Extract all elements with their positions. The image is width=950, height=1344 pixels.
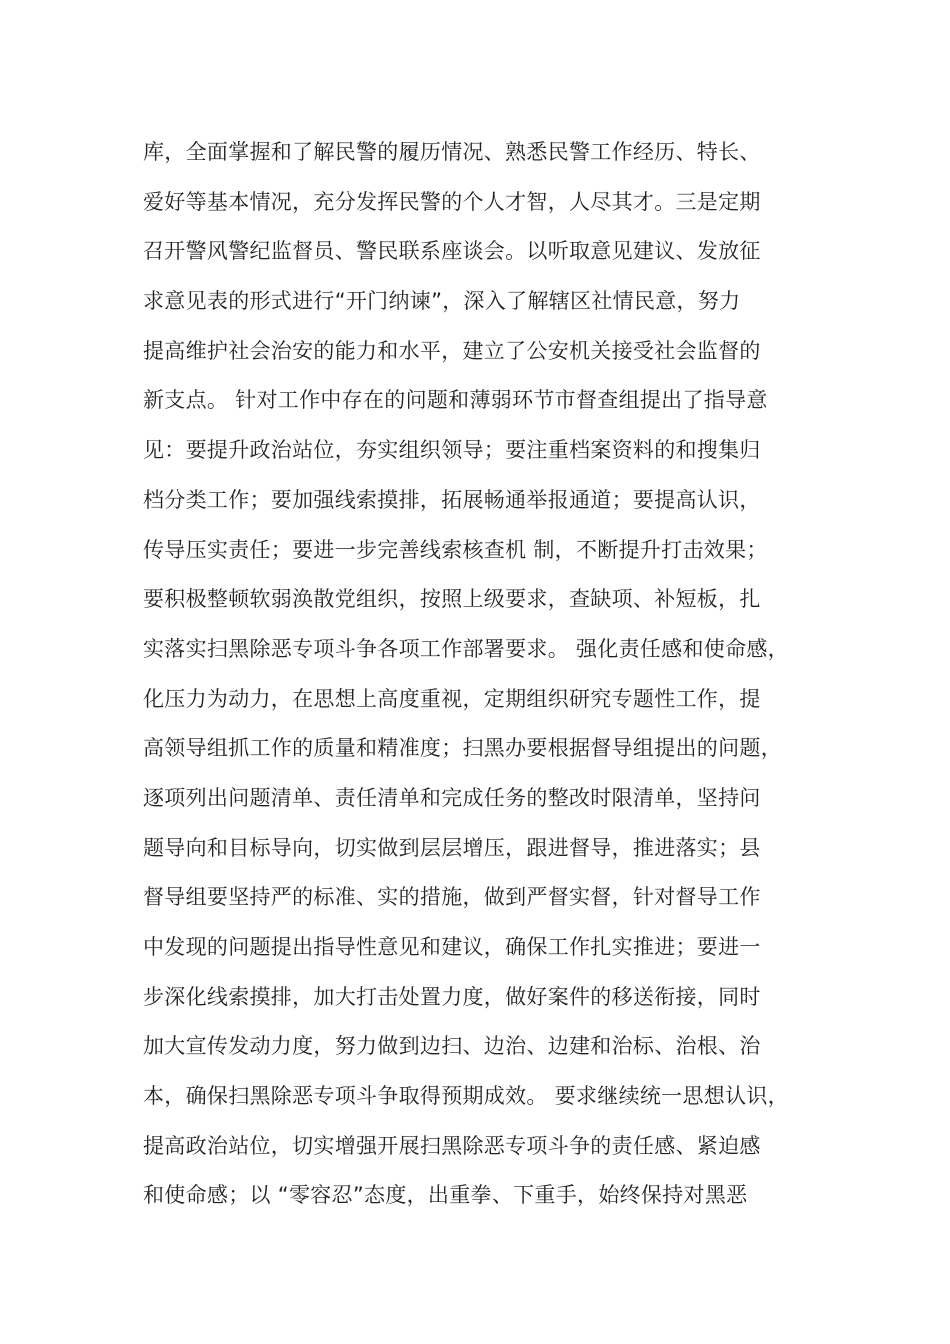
body-text bbox=[143, 128, 823, 1221]
text-line: 召开警风警纪监督员、警民联系座谈会。以听取意见建议、发放征 bbox=[143, 239, 761, 264]
text-line: 步深化线索摸排，加大打击处置力度，做好案件的移送衔接，同时 bbox=[143, 984, 761, 1009]
text-line: 督导组要坚持严的标准、实的措施，做到严督实督，针对督导工作 bbox=[143, 885, 761, 910]
text-line: 逐项列出问题清单、责任清单和完成任务的整改时限清单，坚持问 bbox=[143, 785, 761, 810]
text-line: 见：要提升政治站位，夯实组织领导；要注重档案资料的和搜集归 bbox=[143, 438, 761, 463]
text-line: 库，全面掌握和了解民警的履历情况、熟悉民警工作经历、特长、 bbox=[143, 140, 761, 164]
text-line: 实落实扫黑除恶专项斗争各项工作部署要求。 强化责任感和使命感， bbox=[143, 636, 789, 661]
text-line: 求意见表的形式进行“开门纳谏”，深入了解辖区社情民意，努力 bbox=[143, 289, 741, 314]
text-line: 提高政治站位，切实增强开展扫黑除恶专项斗争的责任感、紧迫感 bbox=[143, 1133, 761, 1158]
text-line: 要积极整顿软弱涣散党组织，按照上级要求，查缺项、补短板，扎 bbox=[143, 587, 761, 612]
text-line: 高领导组抓工作的质量和精准度；扫黑办要根据督导组提出的问题， bbox=[143, 736, 782, 761]
text-line: 传导压实责任；要进一步完善线索核查机 制，不断提升打击效果； bbox=[143, 537, 768, 562]
text-line: 本，确保扫黑除恶专项斗争取得预期成效。 要求继续统一思想认识， bbox=[143, 1084, 789, 1109]
text-line: 题导向和目标导向，切实做到层层增压，跟进督导，推进落实；县 bbox=[143, 835, 761, 860]
text-line: 化压力为动力，在思想上高度重视，定期组织研究专题性工作，提 bbox=[143, 686, 761, 711]
text-line: 档分类工作；要加强线索摸排，拓展畅通举报通道；要提高认识， bbox=[143, 487, 761, 512]
text-line: 中发现的问题提出指导性意见和建议，确保工作扎实推进；要进一 bbox=[143, 935, 761, 959]
text-line: 加大宣传发动力度，努力做到边扫、边治、边建和治标、治根、治 bbox=[143, 1034, 761, 1059]
text-line: 新支点。 针对工作中存在的问题和薄弱环节市督查组提出了指导意 bbox=[143, 388, 768, 413]
text-line: 和使命感；以 “零容忍”态度，出重拳、下重手，始终保持对黑恶 bbox=[143, 1183, 748, 1208]
text-line: 提高维护社会治安的能力和水平，建立了公安机关接受社会监督的 bbox=[143, 338, 761, 363]
text-line: 爱好等基本情况，充分发挥民警的个人才智，人尽其才。三是定期 bbox=[143, 189, 761, 214]
